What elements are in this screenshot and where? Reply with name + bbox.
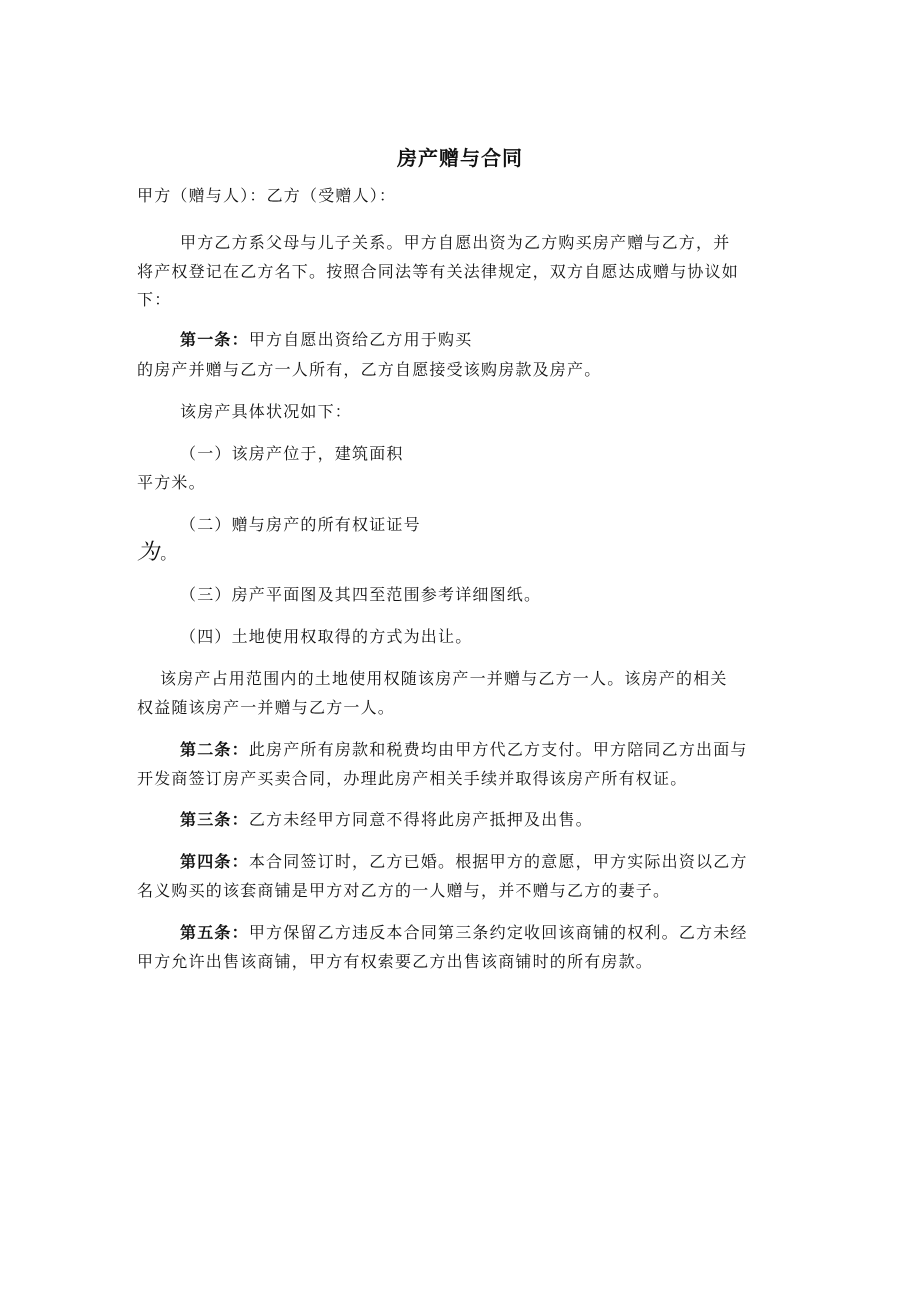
- article-5-text-1: 甲方保留乙方违反本合同第三条约定收回该商铺的权利。乙方未经: [248, 923, 748, 942]
- article-2-lead: 第二条：: [180, 740, 249, 759]
- item-2-line-1: （二）赠与房产的所有权证证号: [180, 515, 421, 534]
- article-4-lead: 第四条：: [180, 852, 249, 871]
- article-5-line-2: 甲方允许出售该商铺，甲方有权索要乙方出售该商铺时的所有房款。: [137, 952, 654, 971]
- item-2-big-glyph: 为: [137, 540, 161, 565]
- item-1-line-2: 平方米。: [137, 473, 206, 492]
- article-2-line-2: 开发商签订房产买卖合同，办理此房产相关手续并取得该房产所有权证。: [137, 769, 688, 788]
- article-3-line-1: [180, 810, 593, 830]
- article-1-line-2: 的房产并赠与乙方一人所有，乙方自愿接受该购房款及房产。: [137, 360, 602, 379]
- article-1-text-1: 甲方自愿出资给乙方用于购买: [248, 330, 473, 349]
- article-4-line-1: [180, 852, 748, 872]
- article-4-text-1: 本合同签订时，乙方已婚。根据甲方的意愿，甲方实际出资以乙方: [248, 852, 748, 871]
- item-3: （三）房产平面图及其四至范围参考详细图纸。: [180, 585, 542, 604]
- parties-line: 甲方（赠与人）：乙方（受赠人）：: [137, 186, 397, 205]
- detail-heading: 该房产具体状况如下：: [180, 402, 353, 421]
- article-5-lead: 第五条：: [180, 923, 249, 942]
- land-line-2: 权益随该房产一并赠与乙方一人。: [137, 698, 396, 717]
- item-2-line-2: [137, 541, 177, 566]
- intro-line-1: 甲方乙方系父母与儿子关系。甲方自愿出资为乙方购买房产赠与乙方，并: [180, 233, 731, 252]
- item-4: （四）土地使用权取得的方式为出让。: [180, 627, 473, 646]
- article-2-line-1: [180, 740, 748, 760]
- land-line-1: 该房产占用范围内的土地使用权随该房产一并赠与乙方一人。该房产的相关: [160, 669, 728, 688]
- intro-line-3: 下：: [137, 290, 172, 309]
- article-3-text-1: 乙方未经甲方同意不得将此房产抵押及出售。: [248, 810, 593, 829]
- item-1-line-1: （一）该房产位于，建筑面积: [180, 444, 404, 463]
- item-2-tail: 。: [160, 544, 178, 563]
- article-4-line-2: 名义购买的该套商铺是甲方对乙方的一人赠与，并不赠与乙方的妻子。: [137, 881, 671, 900]
- article-1-lead: 第一条：: [180, 330, 249, 349]
- article-3-lead: 第三条：: [180, 810, 249, 829]
- document-title: 房产赠与合同: [397, 146, 523, 170]
- article-1-line-1: [180, 330, 472, 350]
- article-5-line-1: [180, 923, 748, 943]
- intro-line-2: 将产权登记在乙方名下。按照合同法等有关法律规定，双方自愿达成赠与协议如: [137, 262, 740, 281]
- article-2-text-1: 此房产所有房款和税费均由甲方代乙方支付。甲方陪同乙方出面与: [248, 740, 748, 759]
